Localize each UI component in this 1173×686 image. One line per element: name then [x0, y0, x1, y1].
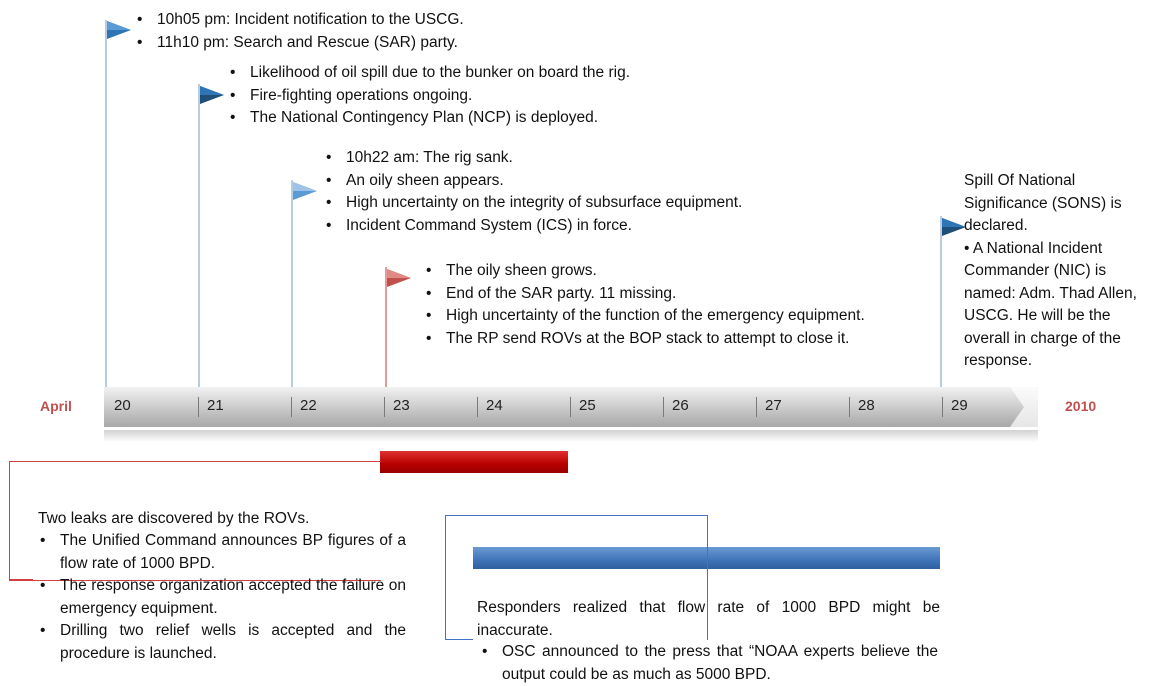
event-pole-22 [291, 180, 293, 387]
day-tick [477, 397, 478, 417]
bullet: • OSC announced to the press that “NOAA experts believe the output could be as much as 5000 BPD. [480, 641, 938, 686]
bullet: • The National Contingency Plan (NCP) is deployed. [228, 107, 630, 130]
bullet: • High uncertainty on the integrity of subsurface equipment. [324, 192, 742, 215]
flag-icon-23 [387, 267, 413, 289]
event-29-line: • A National Incident [964, 239, 1103, 257]
bullet: • The response organization accepted the failure on emergency equipment. [38, 575, 406, 620]
day-tick [663, 397, 664, 417]
timeline-month-label: April [40, 398, 72, 414]
event-29-line: Significance (SONS) is [964, 194, 1122, 212]
bullet: • High uncertainty of the function of the emergency equipment. [424, 305, 865, 328]
lower-left-heading: Two leaks are discovered by the ROVs. [38, 510, 310, 527]
event-29-line: response. [964, 352, 1033, 369]
event-29-line: USCG. He will be the [964, 307, 1111, 324]
timeline-year-label: 2010 [1065, 398, 1097, 414]
event-21-bullets [228, 62, 630, 130]
bullet: • End of the SAR party. 11 missing. [424, 283, 865, 306]
day-tick [942, 397, 943, 417]
bullet: • The oily sheen grows. [424, 260, 865, 283]
bullet: • Incident Command System (ICS) in force. [324, 215, 742, 238]
event-pole-29 [940, 216, 942, 387]
day-tick [570, 397, 571, 417]
event-29-line: overall in charge of the [964, 329, 1121, 347]
bullet: • 10h05 pm: Incident notification to the USCG. [135, 9, 464, 32]
event-pole-20 [105, 20, 107, 387]
day-label-23: 23 [393, 397, 410, 414]
day-label-29: 29 [951, 397, 968, 414]
period-bar-red [380, 451, 568, 473]
bullet: • Drilling two relief wells is accepted and the procedure is launched. [38, 620, 406, 665]
day-tick [291, 397, 292, 417]
flag-icon-20 [107, 19, 133, 41]
day-label-24: 24 [486, 397, 503, 414]
event-pole-21 [198, 84, 200, 387]
blue-connector-left [445, 639, 473, 640]
flag-icon-21 [200, 84, 226, 106]
day-tick [756, 397, 757, 417]
event-29-line: Spill Of National [964, 172, 1076, 189]
event-29-line: named: Adm. Thad Allen, [964, 284, 1137, 302]
bullet: • The RP send ROVs at the BOP stack to attempt to close it. [424, 328, 865, 351]
day-label-22: 22 [300, 397, 317, 414]
timeline-bar [104, 387, 1038, 427]
day-label-25: 25 [579, 397, 596, 414]
bullet: • 10h22 am: The rig sank. [324, 147, 742, 170]
bullet: • An oily sheen appears. [324, 170, 742, 193]
day-tick [384, 397, 385, 417]
event-29-line: Commander (NIC) is [964, 262, 1107, 279]
event-20-bullets [135, 9, 464, 54]
event-22-bullets [324, 147, 742, 237]
flag-icon-22 [293, 180, 319, 202]
event-29-line: declared. [964, 217, 1028, 234]
day-label-26: 26 [672, 397, 689, 414]
day-tick [849, 397, 850, 417]
bullet: • 11h10 pm: Search and Rescue (SAR) party. [135, 32, 464, 55]
lower-left-bullets [38, 530, 406, 665]
bullet: • Likelihood of oil spill due to the bunker on board the rig. [228, 62, 630, 85]
day-label-20: 20 [114, 397, 131, 414]
day-label-28: 28 [858, 397, 875, 414]
red-connector-tail [9, 579, 33, 580]
event-29-text [964, 170, 1169, 373]
day-label-27: 27 [765, 397, 782, 414]
day-tick [198, 397, 199, 417]
day-label-21: 21 [207, 397, 224, 414]
bullet: • The Unified Command announces BP figures of a flow rate of 1000 BPD. [38, 530, 406, 575]
lower-right-bullets [480, 641, 938, 686]
bullet: • Fire-fighting operations ongoing. [228, 85, 630, 108]
timeline-bar-shadow [104, 430, 1038, 442]
event-23-bullets [424, 260, 865, 350]
lower-right-heading: Responders realized that flow rate of 1000 BPD might be inaccurate. [477, 599, 940, 639]
